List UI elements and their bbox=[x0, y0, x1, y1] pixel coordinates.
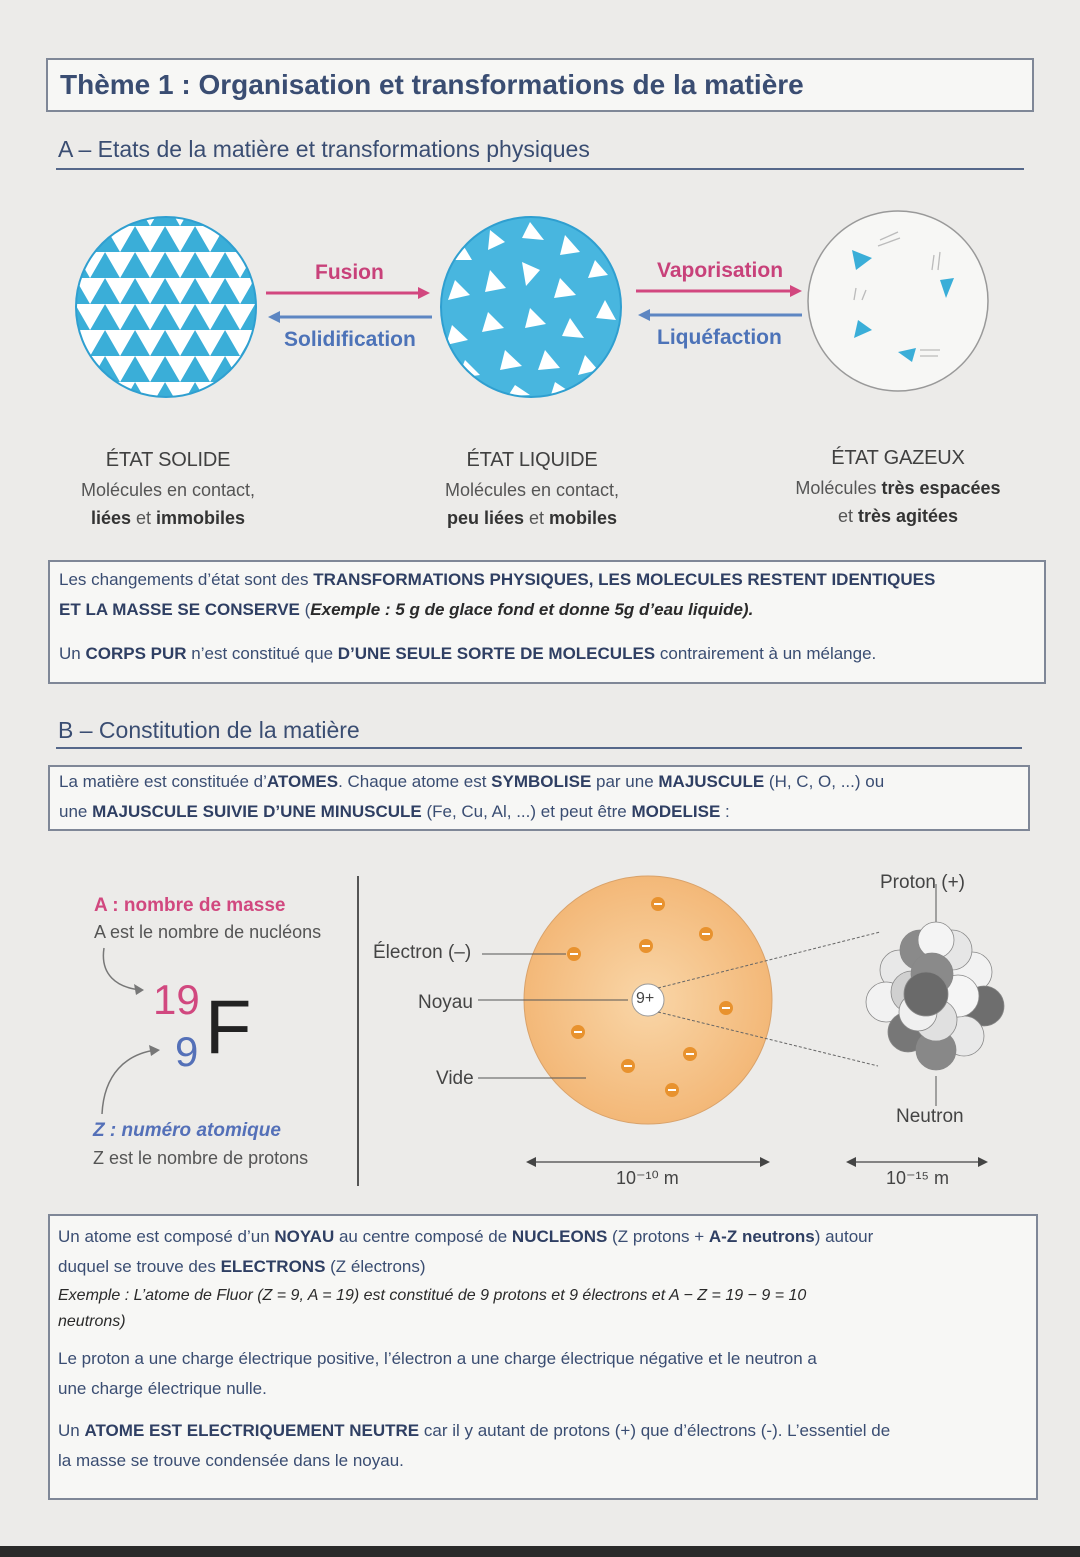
neutral-atom: ATOME EST ELECTRIQUEMENT NEUTRE bbox=[84, 1421, 420, 1440]
divider bbox=[357, 876, 359, 1186]
section-b-rule bbox=[56, 747, 1022, 749]
noyau-label: Noyau bbox=[418, 992, 473, 1013]
state-changes-box: Les changements d’état sont des TRANSFORMATIONS PHYSIQUES, LES MOLECULES RESTENT IDENTIQUES ET LA MASSE SE CONSERVE (Exemple : 5 g de glace fond et donne 5g d’eau liquide). Un CORPS PUR n’est constitué que D’UNE SEULE SORTE DE MOLECULES contrairement à un mélange. bbox=[48, 560, 1046, 684]
gas-agitated: très agitées bbox=[857, 506, 959, 526]
solidification-label: Solidification bbox=[284, 328, 416, 351]
atoms-box: La matière est constituée d’ATOMES. Chaque atome est SYMBOLISE par une MAJUSCULE (H, C, O, ...) ou une MAJUSCULE SUIVIE D’UNE MINUSCULE (Fe, Cu, Al, ...) et peut être MODELISE : bbox=[48, 765, 1030, 831]
fluorine-example: Exemple : L’atome de Fluor (Z = 9, A = 19) est constitué de 9 protons et 9 électrons et A − Z = 19 − 9 = 10 bbox=[58, 1287, 807, 1304]
section-a-heading: A – Etats de la matière et transformations physiques bbox=[58, 136, 590, 162]
neutron-label: Neutron bbox=[896, 1106, 964, 1127]
liquid-description: ÉTAT LIQUIDE Molécules en contact, peu liées et mobiles bbox=[420, 449, 644, 532]
liquid-weakly-bonded: peu liées bbox=[446, 508, 524, 528]
liquid-mobile: mobiles bbox=[549, 508, 618, 528]
fusion-label: Fusion bbox=[315, 261, 384, 284]
atomic-number-desc: Z est le nombre de protons bbox=[93, 1148, 309, 1168]
atomic-number-label: Z : numéro atomique bbox=[93, 1120, 281, 1141]
electron-label: Électron (–) bbox=[373, 942, 472, 963]
physical-transformations: TRANSFORMATIONS PHYSIQUES, LES MOLECULES RESTENT IDENTIQUES bbox=[313, 570, 936, 589]
mass-number-label: A : nombre de masse bbox=[94, 895, 286, 916]
gas-spaced: très espacées bbox=[881, 478, 1001, 498]
solid-bonded: liées bbox=[90, 508, 131, 528]
gas-description: ÉTAT GAZEUX Molécules très espacées et très agitées bbox=[778, 447, 1018, 530]
solid-immobile: immobiles bbox=[156, 508, 246, 528]
proton-label: Proton (+) bbox=[880, 872, 966, 893]
gas-title: ÉTAT GAZEUX bbox=[831, 447, 965, 469]
nucleus-scale-label: 10⁻¹⁵ m bbox=[886, 1168, 949, 1188]
atom-diagram bbox=[360, 860, 1020, 1200]
solid-line1: Molécules en contact, bbox=[80, 480, 256, 500]
solid-title: ÉTAT SOLIDE bbox=[105, 449, 231, 471]
nucleus-charge: 9+ bbox=[636, 990, 655, 1007]
notation-arrows bbox=[96, 944, 176, 1124]
example-ice: Exemple : 5 g de glace fond et donne 5g d’eau liquide). bbox=[310, 600, 754, 619]
mass-number-desc: A est le nombre de nucléons bbox=[94, 922, 322, 942]
solid-circle bbox=[76, 217, 256, 397]
nucleus-cluster bbox=[866, 922, 1004, 1070]
title-box bbox=[46, 58, 1034, 112]
section-b-heading: B – Constitution de la matière bbox=[58, 717, 360, 743]
solid-description: ÉTAT SOLIDE Molécules en contact, liées et immobiles bbox=[60, 449, 276, 532]
atom-composition-box: Un atome est composé d’un NOYAU au centre composé de NUCLEONS (Z protons + A-Z neutrons) autour duquel se trouve des ELECTRONS (Z électrons) Exemple : L’atome de Fluor (Z = 9, A = 19) est constitué de 9 protons et 9 électrons et A − Z = 19 − 9 = 10 neutrons) Le proton a une charge électrique positive, l’électron a une charge électrique négative et le neutron a une charge électrique nulle. Un ATOME EST ELECTRIQUEMENT NEUTRE car il y autant de protons (+) que d’électrons (-). L’essentiel de la masse se trouve condensée dans le noyau. bbox=[48, 1214, 1038, 1500]
mass-number: 19 bbox=[153, 976, 200, 1023]
neutron-count: A-Z neutrons bbox=[708, 1227, 815, 1246]
atom-scale-label: 10⁻¹⁰ m bbox=[616, 1168, 679, 1188]
bottom-edge bbox=[0, 1546, 1080, 1557]
gas-circle bbox=[808, 211, 988, 391]
vaporisation-label: Vaporisation bbox=[657, 259, 784, 282]
states-diagram bbox=[60, 200, 1010, 420]
vide-label: Vide bbox=[436, 1068, 474, 1089]
element-symbol: F bbox=[205, 985, 252, 1070]
liquid-line1: Molécules en contact, bbox=[444, 480, 620, 500]
atomic-number: 9 bbox=[175, 1028, 199, 1075]
section-a-rule bbox=[56, 168, 1024, 170]
liquefaction-label: Liquéfaction bbox=[657, 326, 782, 349]
page-title: Thème 1 : Organisation et transformations de la matière bbox=[60, 69, 804, 100]
liquid-title: ÉTAT LIQUIDE bbox=[466, 449, 598, 471]
charges-text: Le proton a une charge électrique positive, l’électron a une charge électrique négative et le neutron a une charge électrique nulle. bbox=[58, 1349, 817, 1398]
pure-substance: CORPS PUR bbox=[85, 644, 187, 663]
